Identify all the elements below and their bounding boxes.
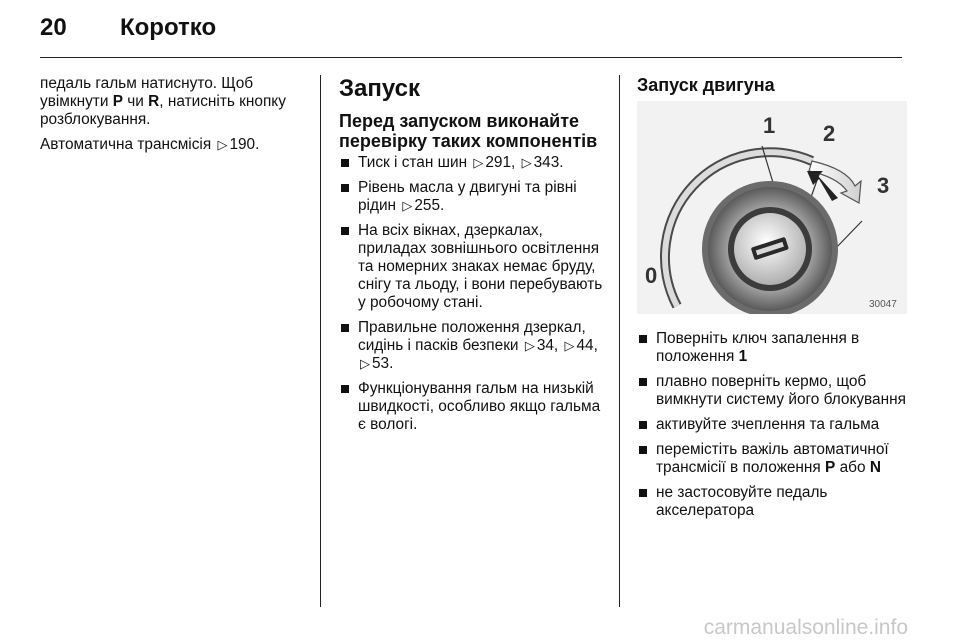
page-ref-link[interactable]: 343. bbox=[533, 154, 564, 171]
section-subheading: Запуск двигуна bbox=[637, 75, 775, 95]
checklist bbox=[339, 154, 609, 434]
item-text: Тиск і стан шин bbox=[358, 154, 468, 171]
item-text: або bbox=[835, 459, 870, 476]
position-value: 1 bbox=[738, 348, 748, 365]
section-heading: Запуск bbox=[339, 75, 420, 102]
arrow-ref-icon: ▷ bbox=[473, 155, 484, 170]
start-steps-list bbox=[637, 330, 907, 520]
header-rule bbox=[40, 57, 902, 58]
column-2 bbox=[339, 75, 609, 441]
page-ref-link[interactable]: 34, bbox=[536, 337, 559, 354]
position-label-2: 2 bbox=[823, 121, 836, 146]
item-text: перемістіть важіль автоматичної трансмісії в положення bbox=[656, 441, 889, 476]
page-ref-link[interactable]: 255. bbox=[414, 197, 445, 214]
page-title: Коротко bbox=[120, 14, 217, 41]
column-3 bbox=[637, 75, 907, 527]
arrow-ref-icon: ▷ bbox=[524, 338, 535, 353]
page-ref-link[interactable]: 190. bbox=[229, 136, 260, 153]
list-item bbox=[637, 441, 907, 477]
item-text: Поверніть ключ запалення в положення bbox=[656, 330, 860, 365]
item-text: Функціонування гальм на низькій швидкості, особливо якщо гальма є вологі. bbox=[358, 380, 601, 433]
section-subheading: Перед запуском виконайте перевірку таких компонентів bbox=[339, 111, 598, 151]
arrow-ref-icon: ▷ bbox=[402, 198, 413, 213]
column-divider-1 bbox=[320, 75, 321, 607]
item-text: плавно поверніть кермо, щоб вимкнути систему його блокування bbox=[656, 373, 906, 408]
arrow-ref-icon: ▷ bbox=[360, 356, 370, 371]
text: , натисніть кнопку розблокування. bbox=[40, 93, 286, 128]
list-item bbox=[339, 154, 609, 172]
column-1 bbox=[40, 75, 310, 161]
gear-n: N bbox=[869, 459, 881, 476]
item-text: активуйте зчеплення та гальма bbox=[656, 416, 880, 433]
position-label-1: 1 bbox=[763, 113, 776, 138]
list-item bbox=[637, 416, 907, 434]
watermark: carmanualsonline.info bbox=[703, 616, 908, 639]
list-item bbox=[339, 222, 609, 312]
arrow-ref-icon: ▷ bbox=[217, 137, 228, 152]
list-item bbox=[637, 330, 907, 366]
ignition-figure bbox=[637, 101, 907, 314]
text: Автоматична трансмісія bbox=[40, 136, 212, 153]
list-item bbox=[637, 484, 907, 520]
page-number: 20 bbox=[40, 14, 67, 41]
page-ref-link[interactable]: 53. bbox=[372, 355, 394, 372]
list-item bbox=[637, 373, 907, 409]
list-item bbox=[339, 179, 609, 215]
list-item bbox=[339, 319, 609, 373]
position-label-0: 0 bbox=[645, 263, 658, 288]
position-label-3: 3 bbox=[877, 173, 890, 198]
item-text: Рівень масла у двигуні та рівні рідин bbox=[358, 179, 577, 214]
arrow-ref-icon: ▷ bbox=[521, 155, 532, 170]
text: педаль гальм натиснуто. Щоб увімкнути bbox=[40, 75, 254, 110]
gear-p: P bbox=[112, 93, 123, 110]
paragraph-unlock bbox=[40, 75, 310, 129]
paragraph-automatic bbox=[40, 136, 310, 154]
gear-p: P bbox=[825, 459, 836, 476]
arrow-ref-icon: ▷ bbox=[564, 338, 575, 353]
item-text: Правильне положення дзеркал, сидінь і пасків безпеки bbox=[358, 319, 586, 354]
item-text: На всіх вікнах, дзеркалах, приладах зовнішнього освітлення та номерних знаках немає бруду, снігу та льоду, і вони перебувають у робочому стані. bbox=[358, 222, 603, 311]
page-ref-link[interactable]: 291, bbox=[485, 154, 516, 171]
ignition-switch-illustration bbox=[637, 101, 907, 314]
gear-r: R bbox=[148, 93, 160, 110]
list-item bbox=[339, 380, 609, 434]
figure-code: 30047 bbox=[869, 299, 897, 310]
item-text: не застосовуйте педаль акселератора bbox=[656, 484, 828, 519]
column-divider-2 bbox=[619, 75, 620, 607]
text: чи bbox=[123, 93, 149, 110]
page-ref-link[interactable]: 44, bbox=[576, 337, 598, 354]
